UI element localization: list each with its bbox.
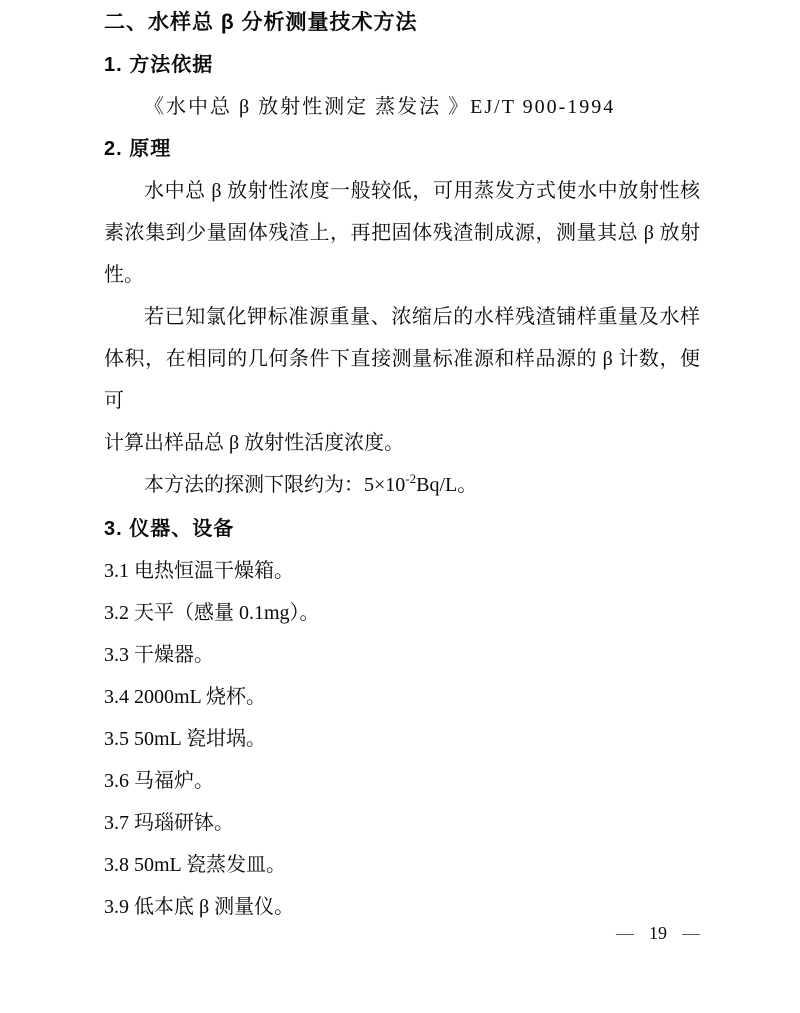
- principle-paragraph-1-line-2: 素浓集到少量固体残渣上，再把固体残渣制成源，测量其总 β 放射: [104, 222, 700, 244]
- detection-limit-prefix: 本方法的探测下限约为：5×10: [144, 474, 406, 496]
- equipment-item: 3.6 马福炉。: [104, 770, 214, 792]
- section-1-heading: 1. 方法依据: [104, 54, 214, 76]
- principle-paragraph-2-line-3: 计算出样品总 β 放射性活度浓度。: [104, 432, 405, 454]
- document-title: 二、水样总 β 分析测量技术方法: [104, 11, 418, 34]
- equipment-item: 3.7 玛瑙研钵。: [104, 812, 234, 834]
- document-content: [104, 2, 700, 928]
- equipment-item: 3.9 低本底 β 测量仪。: [104, 896, 295, 918]
- equipment-item: 3.3 干燥器。: [104, 644, 214, 666]
- section-2-heading: 2. 原理: [104, 138, 172, 160]
- equipment-item: 3.5 50mL 瓷坩埚。: [104, 728, 267, 750]
- footer-dash-right: —: [682, 923, 700, 943]
- detection-limit-exponent: -2: [405, 471, 417, 486]
- footer-dash-left: —: [616, 923, 634, 943]
- principle-paragraph-2-line-2: 体积，在相同的几何条件下直接测量标准源和样品源的 β 计数，便可: [104, 348, 700, 412]
- section-3-heading: 3. 仪器、设备: [104, 518, 235, 540]
- detection-limit-line: [104, 464, 700, 508]
- detection-limit-unit: Bq/L。: [416, 474, 478, 496]
- principle-paragraph-1-line-3: 性。: [104, 264, 144, 286]
- equipment-item: 3.2 天平（感量 0.1mg）。: [104, 602, 320, 624]
- equipment-item: 3.4 2000mL 烧杯。: [104, 686, 267, 708]
- method-reference: 《水中总 β 放射性测定 蒸发法 》EJ/T 900-1994: [144, 96, 616, 118]
- equipment-item: 3.8 50mL 瓷蒸发皿。: [104, 854, 287, 876]
- principle-paragraph-2-line-1: 若已知氯化钾标准源重量、浓缩后的水样残渣铺样重量及水样: [144, 306, 700, 328]
- principle-paragraph-1-line-1: 水中总 β 放射性浓度一般较低，可用蒸发方式使水中放射性核: [144, 180, 700, 202]
- equipment-item: 3.1 电热恒温干燥箱。: [104, 560, 294, 582]
- page-number: 19: [649, 923, 667, 943]
- page-footer: [616, 921, 700, 945]
